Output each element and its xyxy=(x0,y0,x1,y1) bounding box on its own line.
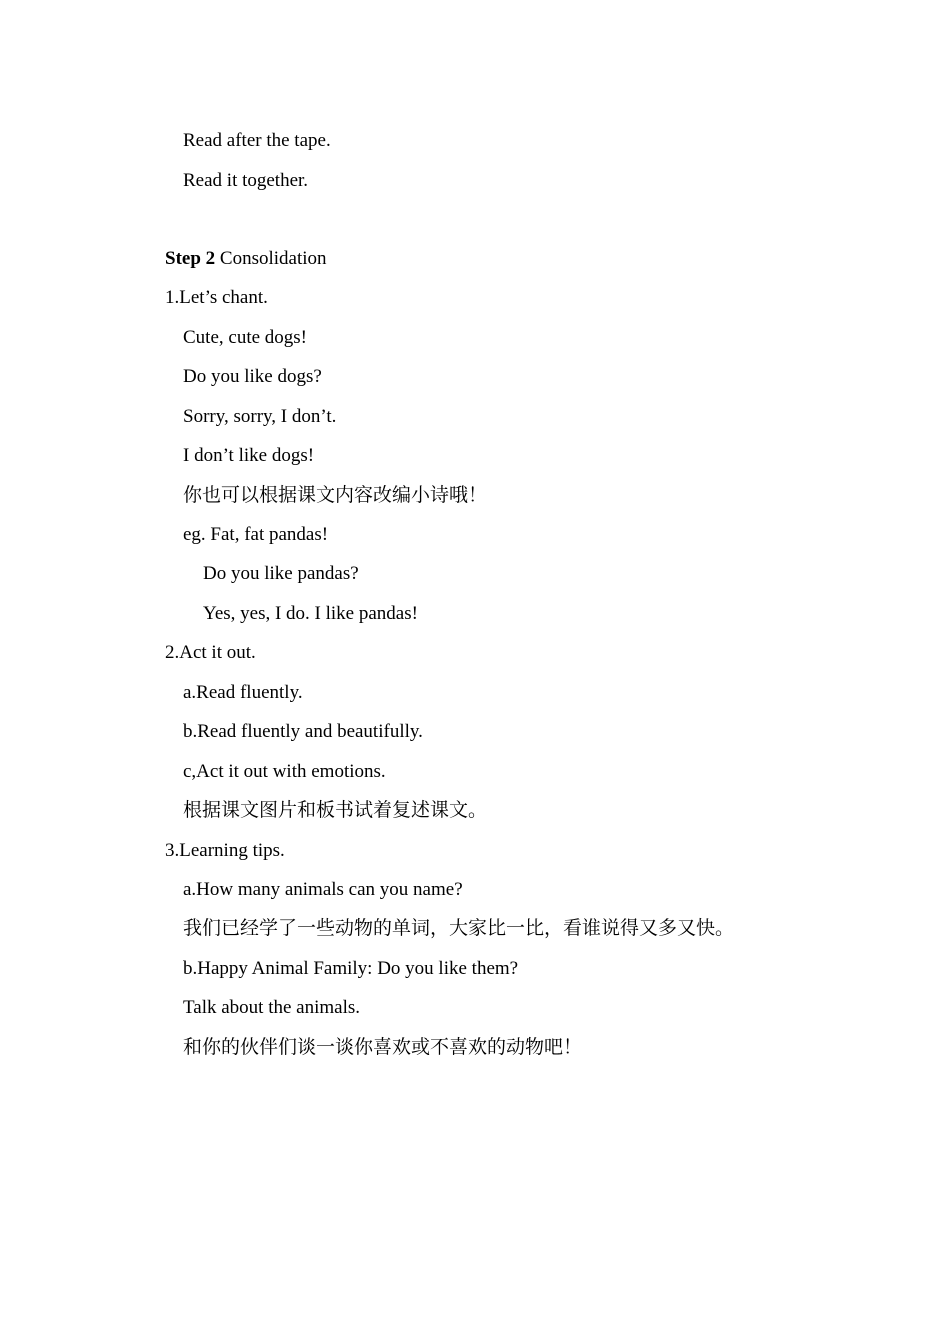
doc-line: b.Happy Animal Family: Do you like them? xyxy=(183,958,519,979)
doc-line: 根据课文图片和板书试着复述课文。 xyxy=(183,800,488,821)
section-heading xyxy=(165,248,327,270)
doc-line: Sorry, sorry, I don’t. xyxy=(183,406,337,427)
doc-line: c,Act it out with emotions. xyxy=(183,761,386,782)
doc-line: 你也可以根据课文内容改编小诗哦！ xyxy=(183,485,488,506)
doc-line: b.Read fluently and beautifully. xyxy=(183,721,423,742)
doc-line: Talk about the animals. xyxy=(183,997,361,1018)
doc-line: 1.Let’s chant. xyxy=(165,287,268,308)
doc-line: Read it together. xyxy=(183,170,309,191)
section-heading-step-label: Step 2 xyxy=(165,248,216,269)
doc-line: 和你的伙伴们谈一谈你喜欢或不喜欢的动物吧！ xyxy=(183,1037,583,1058)
doc-line: I don’t like dogs! xyxy=(183,445,315,466)
doc-line: 我们已经学了一些动物的单词，大家比一比，看谁说得又多又快。 xyxy=(183,918,735,939)
doc-line: 3.Learning tips. xyxy=(165,840,285,861)
doc-line: Do you like pandas? xyxy=(203,563,359,584)
doc-line: eg. Fat, fat pandas! xyxy=(183,524,329,545)
doc-line: Read after the tape. xyxy=(183,130,331,151)
doc-line: a.How many animals can you name? xyxy=(183,879,463,900)
doc-line: Cute, cute dogs! xyxy=(183,327,308,348)
section-heading-title: Consolidation xyxy=(215,248,327,269)
doc-line: Do you like dogs? xyxy=(183,366,322,387)
doc-line: Yes, yes, I do. I like pandas! xyxy=(203,603,418,624)
doc-line: a.Read fluently. xyxy=(183,682,303,703)
doc-line: 2.Act it out. xyxy=(165,642,256,663)
